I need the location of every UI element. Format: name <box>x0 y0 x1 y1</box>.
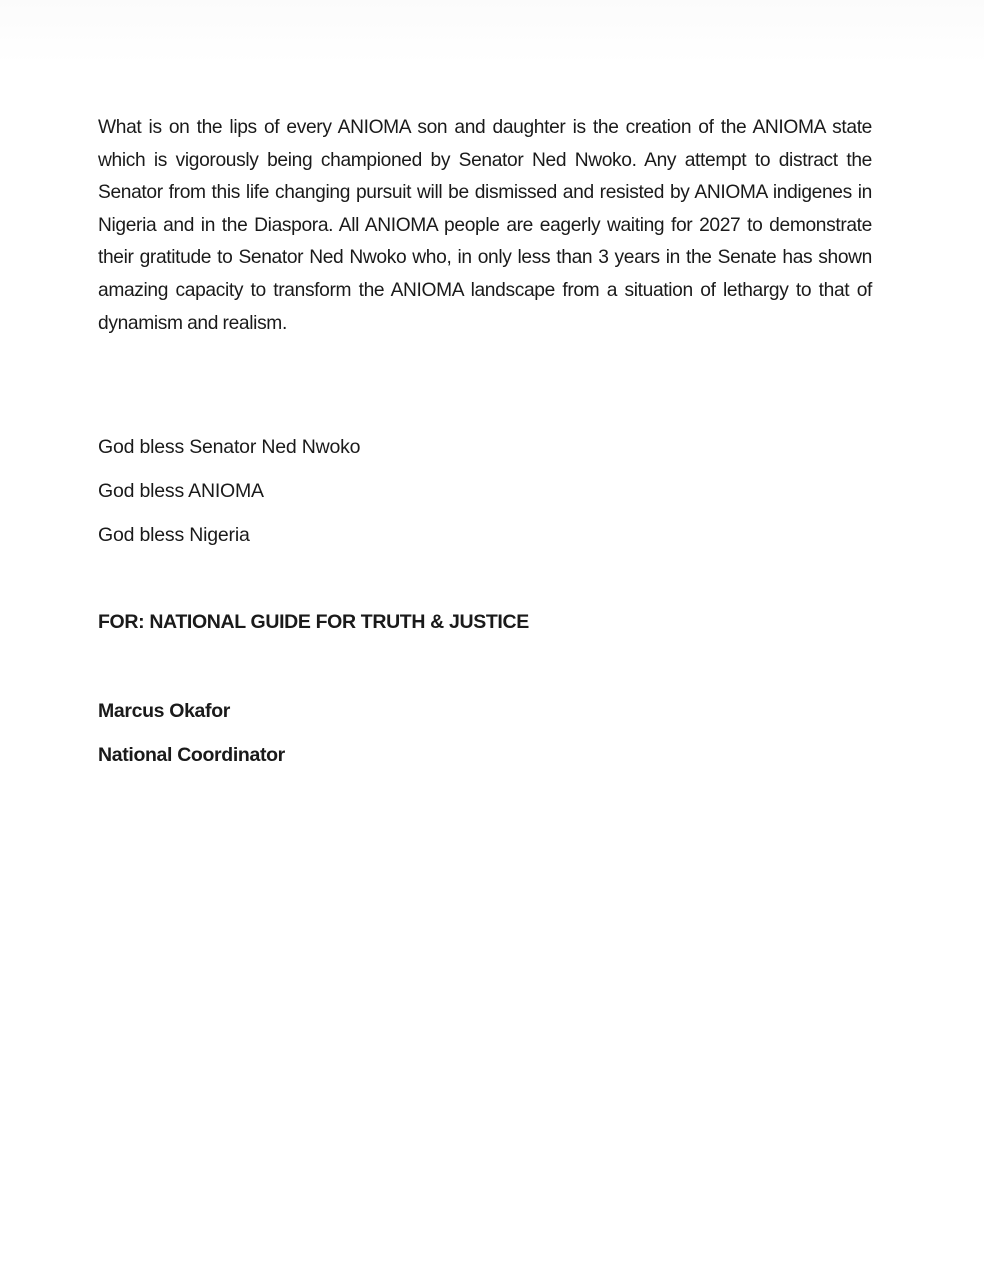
blessing-nigeria: God bless Nigeria <box>98 524 250 546</box>
page-top-shade <box>0 0 984 64</box>
signatory-name: Marcus Okafor <box>98 700 230 722</box>
organization-line: FOR: NATIONAL GUIDE FOR TRUTH & JUSTICE <box>98 611 529 633</box>
blessing-anioma: God bless ANIOMA <box>98 480 264 502</box>
blessing-senator: God bless Senator Ned Nwoko <box>98 436 361 458</box>
signatory-title: National Coordinator <box>98 744 285 766</box>
body-paragraph: What is on the lips of every ANIOMA son and daughter is the creation of the ANIOMA state which is vigorously being championed by Senator Ned Nwoko. Any attempt to distract the Senator from this life changing pursuit will be dismissed and resisted by ANIOMA indigenes in Nigeria and in the Diaspora. All ANIOMA people are eagerly waiting for 2027 to demonstrate their gratitude to Senator Ned Nwoko who, in only less than 3 years in the Senate has shown amazing capacity to transform the ANIOMA landscape from a situation of lethargy to that of dynamism and realism. <box>98 117 872 334</box>
